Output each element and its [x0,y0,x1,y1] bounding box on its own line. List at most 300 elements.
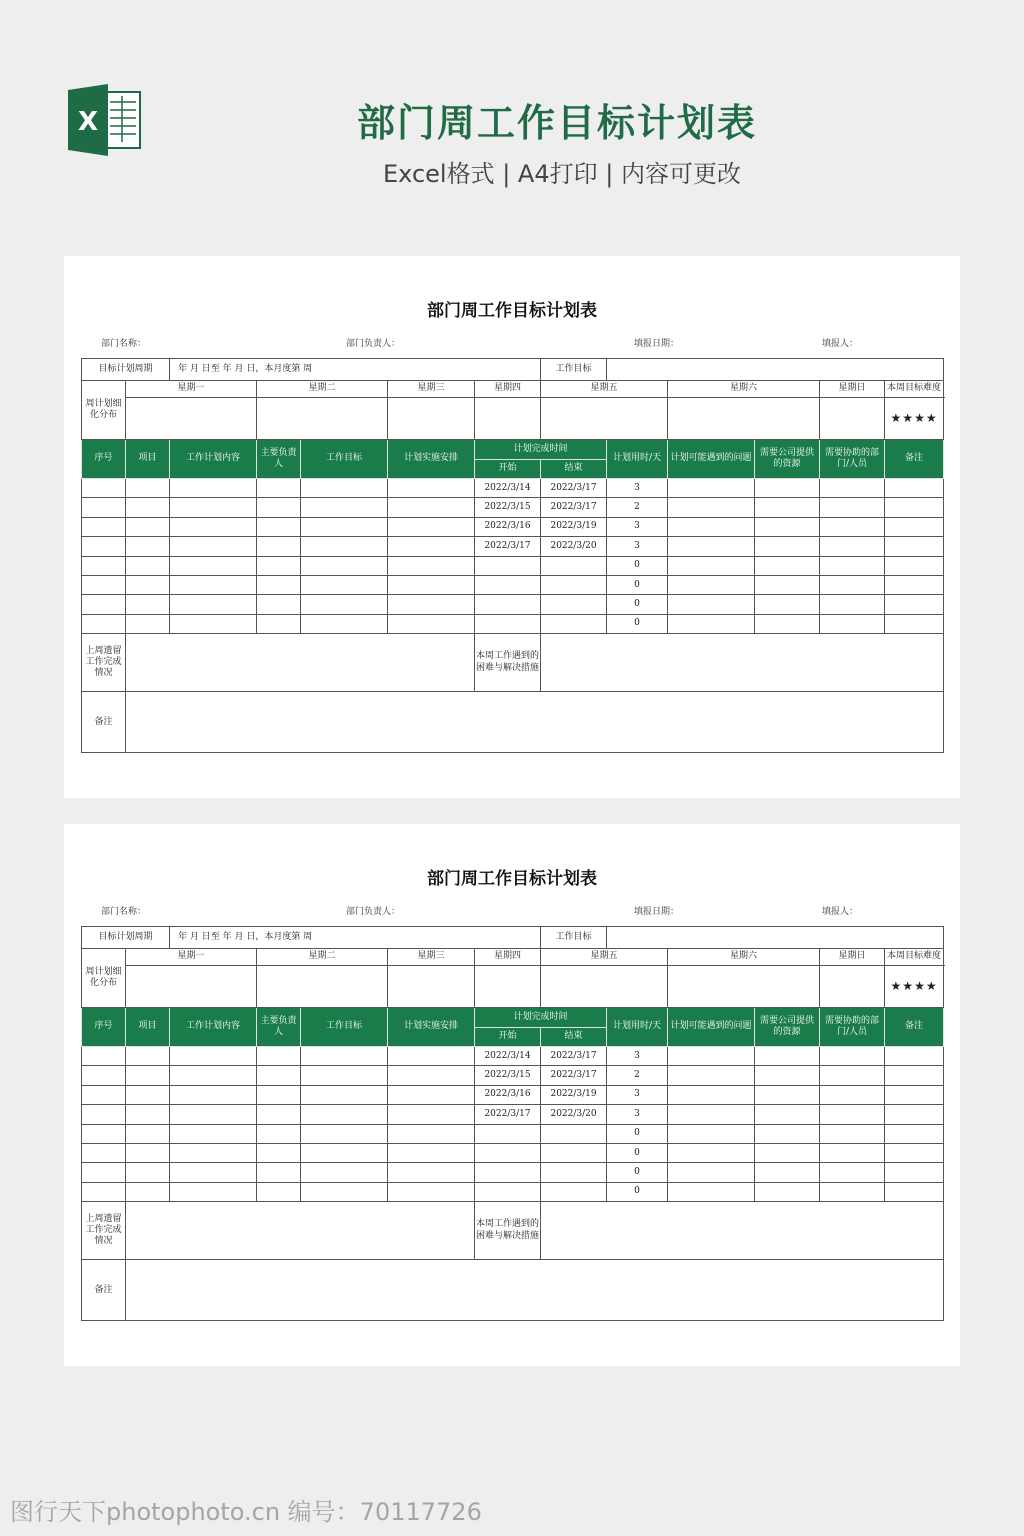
cell-resources[interactable] [755,498,820,517]
cell-days[interactable]: 3 [607,479,668,498]
cell-arrangement[interactable] [388,1124,475,1143]
weekday-cell[interactable] [126,966,257,1008]
cell-seq[interactable] [82,1105,126,1124]
cell-arrangement[interactable] [388,1182,475,1201]
cell-seq[interactable] [82,1124,126,1143]
cell-days[interactable]: 3 [607,1047,668,1066]
cell-assist[interactable] [820,1066,885,1085]
weekday-header: 星期三 [388,381,475,398]
cell-content[interactable] [170,479,257,498]
cell-owner[interactable] [257,1124,301,1143]
cell-goal[interactable] [301,1124,388,1143]
weekday-header: 星期四 [475,381,541,398]
cell-content[interactable] [170,1085,257,1104]
cell-item[interactable] [126,1124,170,1143]
cell-arrangement[interactable] [388,1105,475,1124]
cell-arrangement[interactable] [388,1143,475,1162]
cell-end[interactable] [541,1124,607,1143]
difficulties-cell[interactable] [541,1202,944,1260]
cell-end[interactable] [541,595,607,614]
cell-item[interactable] [126,537,170,556]
cell-content[interactable] [170,517,257,536]
cell-arrangement[interactable] [388,1163,475,1182]
cell-problems[interactable] [668,479,755,498]
col-item: 项目 [126,1008,170,1047]
cell-arrangement[interactable] [388,517,475,536]
cell-seq[interactable] [82,556,126,575]
cell-goal[interactable] [301,517,388,536]
remarks-cell[interactable] [126,692,944,753]
cell-item[interactable] [126,556,170,575]
cell-seq[interactable] [82,1163,126,1182]
table-row [82,1085,944,1104]
last-week-label: 上周遗留工作完成情况 [82,1202,126,1260]
cell-resources[interactable] [755,1143,820,1162]
col-goal: 工作目标 [301,1008,388,1047]
weekday-header: 星期六 [668,949,820,966]
cell-end[interactable] [541,1163,607,1182]
cell-item[interactable] [126,1163,170,1182]
col-start: 开始 [475,460,541,479]
cell-problems[interactable] [668,614,755,633]
col-notes: 备注 [885,1008,944,1047]
cell-assist[interactable] [820,614,885,633]
cell-days[interactable]: 2 [607,498,668,517]
table-row [82,1163,944,1182]
cell-start[interactable] [475,575,541,594]
weekday-header: 星期日 [820,949,885,966]
cell-assist[interactable] [820,537,885,556]
cell-owner[interactable] [257,595,301,614]
cell-problems[interactable] [668,498,755,517]
weekday-header: 星期五 [541,949,668,966]
cell-assist[interactable] [820,1182,885,1201]
cell-content[interactable] [170,614,257,633]
cell-resources[interactable] [755,1066,820,1085]
cell-problems[interactable] [668,1085,755,1104]
cell-start[interactable] [475,1143,541,1162]
col-content: 工作计划内容 [170,1008,257,1047]
cell-arrangement[interactable] [388,556,475,575]
cell-resources[interactable] [755,1182,820,1201]
cell-assist[interactable] [820,517,885,536]
cell-days[interactable]: 3 [607,537,668,556]
remarks-label: 备注 [82,692,126,753]
cell-arrangement[interactable] [388,537,475,556]
cell-item[interactable] [126,1066,170,1085]
cell-goal[interactable] [301,575,388,594]
cell-days[interactable]: 3 [607,1105,668,1124]
weekly-plan-label: 周计划细化分布 [82,949,126,1008]
cell-start[interactable]: 2022/3/15 [475,498,541,517]
col-time: 计划完成时间 [475,1008,607,1028]
cell-goal[interactable] [301,1143,388,1162]
cell-seq[interactable] [82,1085,126,1104]
cell-start[interactable] [475,614,541,633]
col-end: 结束 [541,460,607,479]
difficulties-cell[interactable] [541,634,944,692]
cell-seq[interactable] [82,537,126,556]
cell-notes[interactable] [885,1124,944,1143]
cell-arrangement[interactable] [388,479,475,498]
col-end: 结束 [541,1028,607,1047]
table-row [82,1066,944,1085]
cell-seq[interactable] [82,1066,126,1085]
cell-owner[interactable] [257,575,301,594]
weekday-cell[interactable] [126,398,257,440]
cell-arrangement[interactable] [388,498,475,517]
cell-content[interactable] [170,1066,257,1085]
cell-item[interactable] [126,1047,170,1066]
cell-content[interactable] [170,1143,257,1162]
cell-notes[interactable] [885,1143,944,1162]
col-days: 计划用时/天 [607,440,668,479]
weekday-header: 星期一 [126,381,257,398]
cell-end[interactable] [541,575,607,594]
cell-resources[interactable] [755,595,820,614]
cell-assist[interactable] [820,498,885,517]
cell-resources[interactable] [755,1085,820,1104]
difficulty-label: 本周目标难度 [885,381,944,398]
cell-arrangement[interactable] [388,595,475,614]
cell-start[interactable]: 2022/3/17 [475,1105,541,1124]
cell-item[interactable] [126,1085,170,1104]
cell-content[interactable] [170,556,257,575]
cell-resources[interactable] [755,614,820,633]
weekday-cell[interactable] [541,398,668,440]
weekday-cell[interactable] [475,398,541,440]
cell-start[interactable]: 2022/3/16 [475,517,541,536]
difficulties-label: 本周工作遇到的困难与解决措施 [475,1202,541,1260]
cell-item[interactable] [126,1143,170,1162]
cell-resources[interactable] [755,575,820,594]
difficulties-label: 本周工作遇到的困难与解决措施 [475,634,541,692]
cell-arrangement[interactable] [388,1085,475,1104]
cell-notes[interactable] [885,1066,944,1085]
col-owner: 主要负责人 [257,1008,301,1047]
cell-notes[interactable] [885,1163,944,1182]
cell-seq[interactable] [82,517,126,536]
table-row [82,1105,944,1124]
col-arrangement: 计划实施安排 [388,1008,475,1047]
cell-assist[interactable] [820,1047,885,1066]
weekday-cell[interactable] [541,966,668,1008]
filler-label: 填报人： [822,339,859,349]
col-days: 计划用时/天 [607,1008,668,1047]
cell-content[interactable] [170,498,257,517]
cell-goal[interactable] [301,479,388,498]
cell-start[interactable] [475,595,541,614]
cell-start[interactable]: 2022/3/15 [475,1066,541,1085]
cell-seq[interactable] [82,614,126,633]
cell-goal[interactable] [301,498,388,517]
cell-assist[interactable] [820,479,885,498]
cell-goal[interactable] [301,537,388,556]
cell-start[interactable]: 2022/3/14 [475,1047,541,1066]
cell-notes[interactable] [885,1085,944,1104]
cell-problems[interactable] [668,575,755,594]
cell-end[interactable] [541,1143,607,1162]
cell-seq[interactable] [82,498,126,517]
cell-goal[interactable] [301,1047,388,1066]
weekday-header: 星期五 [541,381,668,398]
cell-item[interactable] [126,575,170,594]
cell-days[interactable]: 2 [607,1066,668,1085]
cell-assist[interactable] [820,1163,885,1182]
cell-assist[interactable] [820,1105,885,1124]
cell-content[interactable] [170,537,257,556]
cell-seq[interactable] [82,479,126,498]
period-value[interactable]: 年 月 日至 年 月 日，本月度第 周 [170,359,541,381]
cell-end[interactable] [541,556,607,575]
table-row [82,556,944,575]
cell-owner[interactable] [257,517,301,536]
cell-owner[interactable] [257,1047,301,1066]
difficulty-label: 本周目标难度 [885,949,944,966]
cell-owner[interactable] [257,1105,301,1124]
col-item: 项目 [126,440,170,479]
weekly-plan-label: 周计划细化分布 [82,381,126,440]
cell-end[interactable]: 2022/3/20 [541,1105,607,1124]
col-content: 工作计划内容 [170,440,257,479]
weekday-cell[interactable] [475,966,541,1008]
cell-problems[interactable] [668,1124,755,1143]
goal-value[interactable] [607,359,944,381]
logo-letter: X [78,107,99,137]
weekday-cell[interactable] [668,398,820,440]
difficulty-stars[interactable]: ★★★★ [885,398,944,440]
cell-content[interactable] [170,1124,257,1143]
cell-days[interactable]: 3 [607,517,668,536]
cell-seq[interactable] [82,1182,126,1201]
cell-problems[interactable] [668,556,755,575]
cell-resources[interactable] [755,1163,820,1182]
difficulty-stars[interactable]: ★★★★ [885,966,944,1008]
cell-content[interactable] [170,595,257,614]
cell-problems[interactable] [668,1066,755,1085]
cell-notes[interactable] [885,1182,944,1201]
cell-start[interactable] [475,1124,541,1143]
weekday-cell[interactable] [820,398,885,440]
remarks-cell[interactable] [126,1260,944,1321]
weekday-header: 星期二 [257,949,388,966]
cell-resources[interactable] [755,479,820,498]
cell-item[interactable] [126,614,170,633]
cell-goal[interactable] [301,1163,388,1182]
cell-owner[interactable] [257,1163,301,1182]
cell-item[interactable] [126,498,170,517]
weekday-cell[interactable] [820,966,885,1008]
goal-value[interactable] [607,927,944,949]
plan-table [81,358,944,753]
weekday-cell[interactable] [388,966,475,1008]
table-row [82,1143,944,1162]
col-resources: 需要公司提供的资源 [755,440,820,479]
cell-goal[interactable] [301,1182,388,1201]
cell-start[interactable] [475,556,541,575]
cell-days[interactable]: 0 [607,614,668,633]
cell-start[interactable]: 2022/3/16 [475,1085,541,1104]
cell-days[interactable]: 0 [607,1182,668,1201]
cell-seq[interactable] [82,1143,126,1162]
cell-problems[interactable] [668,1143,755,1162]
cell-owner[interactable] [257,537,301,556]
cell-content[interactable] [170,1047,257,1066]
col-resources: 需要公司提供的资源 [755,1008,820,1047]
cell-assist[interactable] [820,595,885,614]
table-row [82,1047,944,1066]
dept-head-label: 部门负责人： [346,907,401,917]
table-row [82,1182,944,1201]
cell-assist[interactable] [820,1085,885,1104]
cell-days[interactable]: 3 [607,1085,668,1104]
cell-days[interactable]: 0 [607,1143,668,1162]
cell-notes[interactable] [885,498,944,517]
cell-notes[interactable] [885,1105,944,1124]
cell-owner[interactable] [257,1143,301,1162]
cell-arrangement[interactable] [388,575,475,594]
cell-end[interactable]: 2022/3/17 [541,498,607,517]
weekday-header: 星期一 [126,949,257,966]
cell-start[interactable] [475,1182,541,1201]
cell-problems[interactable] [668,1105,755,1124]
cell-goal[interactable] [301,1085,388,1104]
cell-problems[interactable] [668,517,755,536]
col-notes: 备注 [885,440,944,479]
cell-content[interactable] [170,1105,257,1124]
promo-subtitle: Excel格式 | A4打印 | 内容可更改 [383,160,741,188]
cell-resources[interactable] [755,537,820,556]
cell-goal[interactable] [301,1105,388,1124]
period-value[interactable]: 年 月 日至 年 月 日，本月度第 周 [170,927,541,949]
last-week-cell[interactable] [126,1202,475,1260]
cell-assist[interactable] [820,575,885,594]
cell-problems[interactable] [668,1047,755,1066]
cell-seq[interactable] [82,575,126,594]
cell-owner[interactable] [257,498,301,517]
cell-item[interactable] [126,517,170,536]
weekday-header: 星期四 [475,949,541,966]
cell-owner[interactable] [257,614,301,633]
cell-end[interactable]: 2022/3/20 [541,537,607,556]
cell-item[interactable] [126,1105,170,1124]
col-seq: 序号 [82,1008,126,1047]
cell-days[interactable]: 0 [607,1124,668,1143]
cell-seq[interactable] [82,1047,126,1066]
cell-problems[interactable] [668,537,755,556]
weekday-header: 星期六 [668,381,820,398]
cell-problems[interactable] [668,595,755,614]
cell-goal[interactable] [301,556,388,575]
cell-assist[interactable] [820,1143,885,1162]
cell-resources[interactable] [755,1047,820,1066]
last-week-cell[interactable] [126,634,475,692]
cell-goal[interactable] [301,1066,388,1085]
cell-notes[interactable] [885,614,944,633]
cell-problems[interactable] [668,1182,755,1201]
remarks-label: 备注 [82,1260,126,1321]
cell-item[interactable] [126,479,170,498]
sheet-title: 部门周工作目标计划表 [427,869,597,889]
cell-content[interactable] [170,1182,257,1201]
cell-arrangement[interactable] [388,1066,475,1085]
weekday-cell[interactable] [257,398,388,440]
col-arrangement: 计划实施安排 [388,440,475,479]
weekday-cell[interactable] [388,398,475,440]
cell-resources[interactable] [755,517,820,536]
col-goal: 工作目标 [301,440,388,479]
col-problems: 计划可能遇到的问题 [668,1008,755,1047]
cell-owner[interactable] [257,1182,301,1201]
cell-arrangement[interactable] [388,1047,475,1066]
cell-item[interactable] [126,595,170,614]
cell-days[interactable]: 0 [607,575,668,594]
weekday-header: 星期日 [820,381,885,398]
cell-notes[interactable] [885,575,944,594]
cell-assist[interactable] [820,556,885,575]
weekday-cell[interactable] [257,966,388,1008]
col-start: 开始 [475,1028,541,1047]
table-row [82,537,944,556]
cell-owner[interactable] [257,479,301,498]
cell-notes[interactable] [885,556,944,575]
cell-days[interactable]: 0 [607,556,668,575]
cell-start[interactable] [475,1163,541,1182]
weekday-header: 星期三 [388,949,475,966]
table-row [82,517,944,536]
cell-goal[interactable] [301,595,388,614]
cell-notes[interactable] [885,595,944,614]
cell-item[interactable] [126,1182,170,1201]
cell-end[interactable]: 2022/3/17 [541,479,607,498]
cell-start[interactable]: 2022/3/14 [475,479,541,498]
cell-content[interactable] [170,575,257,594]
fill-date-label: 填报日期： [634,339,680,349]
cell-end[interactable] [541,1182,607,1201]
cell-notes[interactable] [885,537,944,556]
cell-problems[interactable] [668,1163,755,1182]
table-row [82,479,944,498]
cell-assist[interactable] [820,1124,885,1143]
cell-resources[interactable] [755,1124,820,1143]
plan-sheet [64,256,960,798]
cell-end[interactable]: 2022/3/17 [541,1047,607,1066]
cell-owner[interactable] [257,1066,301,1085]
cell-seq[interactable] [82,595,126,614]
cell-end[interactable]: 2022/3/17 [541,1066,607,1085]
cell-resources[interactable] [755,1105,820,1124]
cell-owner[interactable] [257,556,301,575]
promo-title: 部门周工作目标计划表 [356,101,757,145]
cell-resources[interactable] [755,556,820,575]
cell-end[interactable]: 2022/3/19 [541,517,607,536]
cell-days[interactable]: 0 [607,595,668,614]
cell-owner[interactable] [257,1085,301,1104]
cell-goal[interactable] [301,614,388,633]
cell-notes[interactable] [885,1047,944,1066]
cell-start[interactable]: 2022/3/17 [475,537,541,556]
dept-name-label: 部门名称： [101,339,147,349]
cell-notes[interactable] [885,479,944,498]
cell-content[interactable] [170,1163,257,1182]
cell-notes[interactable] [885,517,944,536]
cell-days[interactable]: 0 [607,1163,668,1182]
cell-end[interactable] [541,614,607,633]
weekday-cell[interactable] [668,966,820,1008]
cell-arrangement[interactable] [388,614,475,633]
last-week-label: 上周遗留工作完成情况 [82,634,126,692]
cell-end[interactable]: 2022/3/19 [541,1085,607,1104]
